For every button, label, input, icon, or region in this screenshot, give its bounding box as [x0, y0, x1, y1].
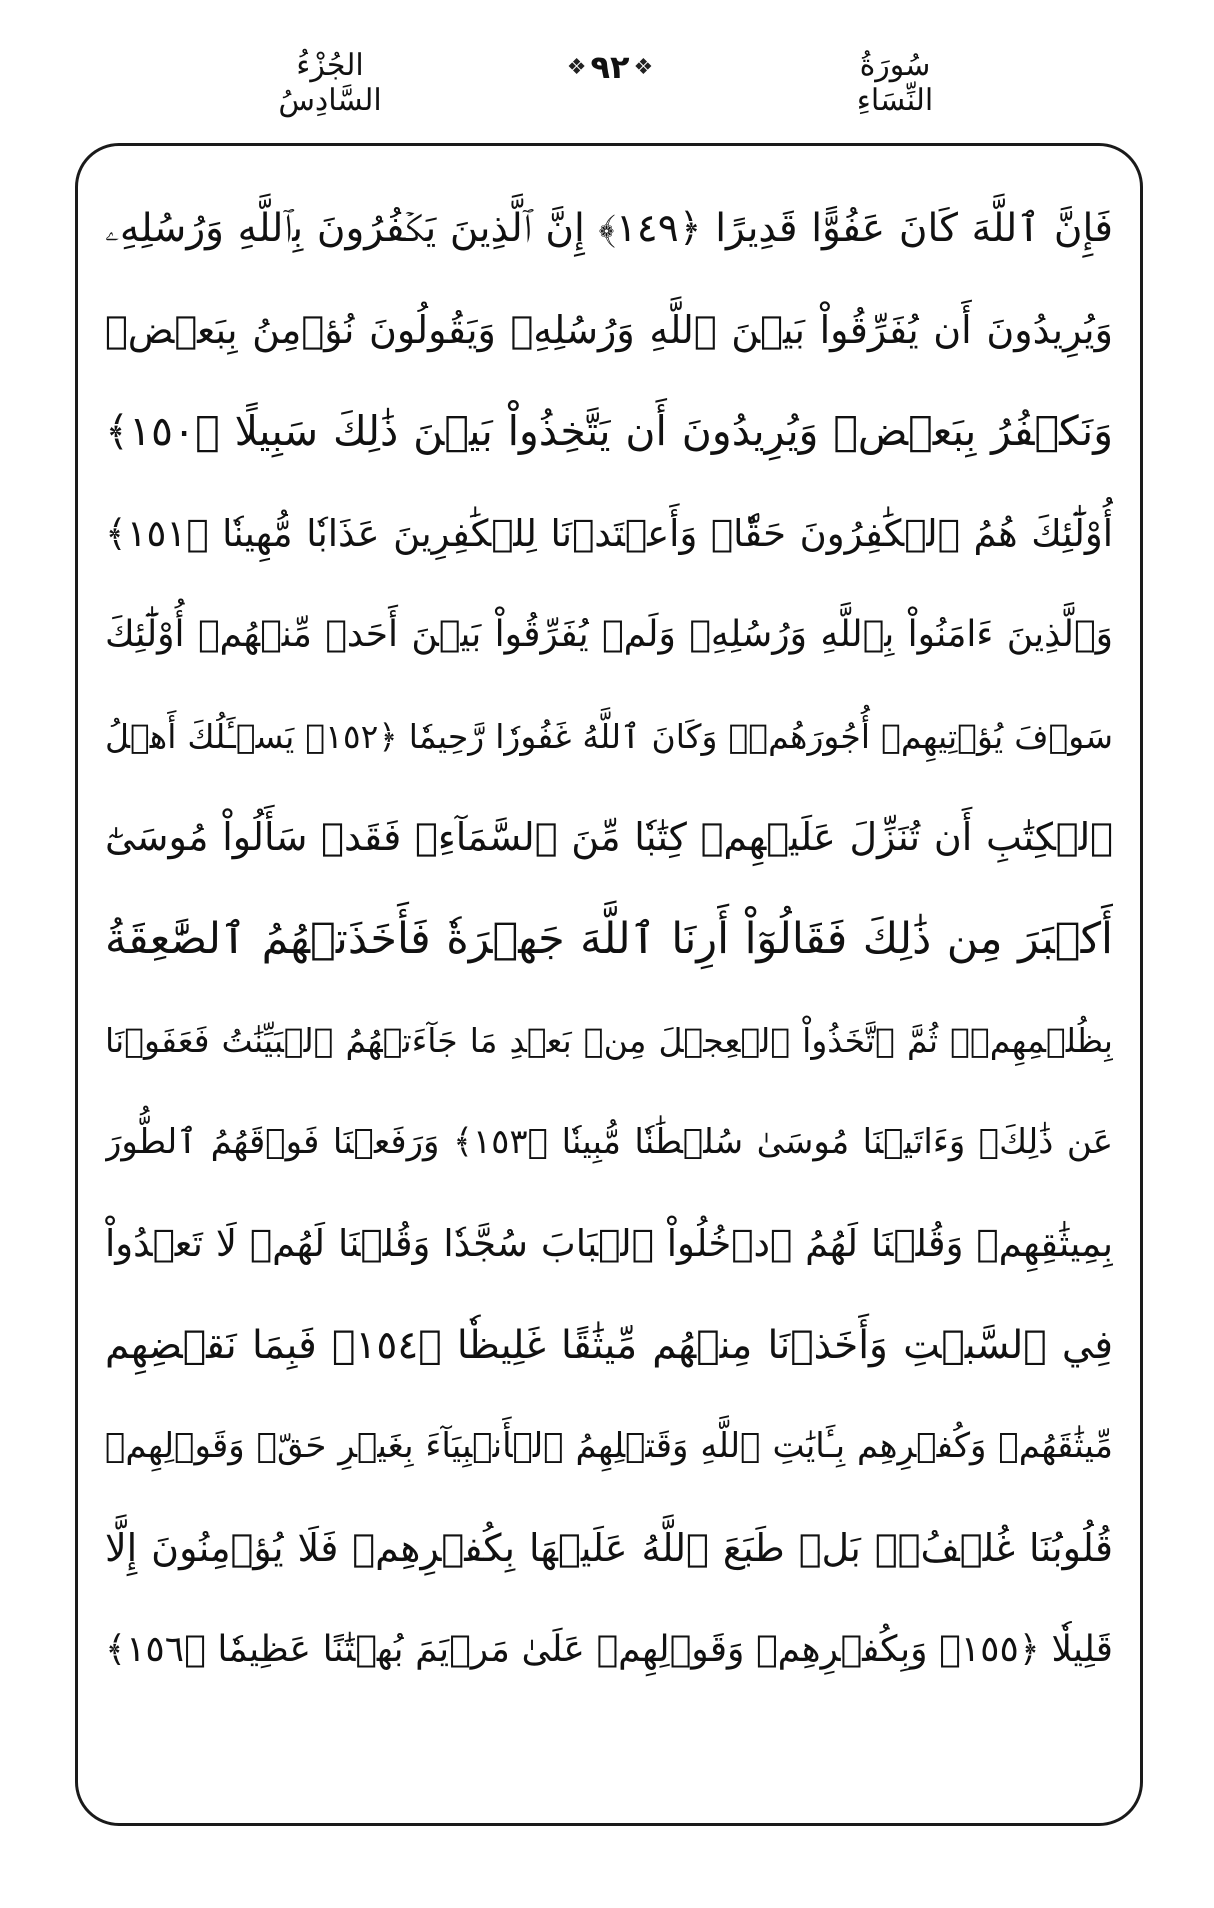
- text-line-12: فِي ٱلسَّبۡتِ وَأَخَذۡنَا مِنۡهُم مِّيثَٰقًا غَلِيظٗا ﴿١٥٤﴾ فَبِمَا نَقۡضِهِم: [105, 1322, 1113, 1368]
- text-line-1: فَإِنَّ ٱللَّهَ كَانَ عَفُوًّا قَدِيرًا ﴿١٤٩﴾ إِنَّ ٱلَّذِينَ يَكۡفُرُونَ بِٱللَّهِ وَرُسُلِهِۦ: [105, 206, 1113, 251]
- text-line-4: أُوْلَٰٓئِكَ هُمُ ٱلۡكَٰفِرُونَ حَقّٗاۚ وَأَعۡتَدۡنَا لِلۡكَٰفِرِينَ عَذَابٗا مُّهِينٗا ﴿١٥١﴾: [105, 511, 1113, 555]
- text-line-10: عَن ذَٰلِكَۚ وَءَاتَيۡنَا مُوسَىٰ سُلۡطَٰنٗا مُّبِينٗا ﴿١٥٣﴾ وَرَفَعۡنَا فَوۡقَهُمُ ٱلطُّورَ: [105, 1121, 1113, 1162]
- text-line-15: قَلِيلٗا ﴿١٥٥﴾ وَبِكُفۡرِهِمۡ وَقَوۡلِهِمۡ عَلَىٰ مَرۡيَمَ بُهۡتَٰنًا عَظِيمٗا ﴿١٥٦﴾: [105, 1629, 1113, 1670]
- text-line-11: بِمِيثَٰقِهِمۡ وَقُلۡنَا لَهُمُ ٱدۡخُلُواْ ٱلۡبَابَ سُجَّدٗا وَقُلۡنَا لَهُمۡ لَا تَعۡدُواْ: [105, 1222, 1113, 1265]
- page-header: [0, 40, 1214, 118]
- juz-name: الجُزْءُ السَّادِسُ: [278, 48, 382, 118]
- text-line-2: وَيُرِيدُونَ أَن يُفَرِّقُواْ بَيۡنَ ٱللَّهِ وَرُسُلِهِۦ وَيَقُولُونَ نُؤۡمِنُ بِبَعۡضٖ: [105, 307, 1113, 352]
- page-number-badge: [540, 44, 680, 90]
- ornament-right-icon: ❖: [633, 54, 654, 80]
- text-line-8: أَكۡبَرَ مِن ذَٰلِكَ فَقَالُوٓاْ أَرِنَا ٱللَّهَ جَهۡرَةٗ فَأَخَذَتۡهُمُ ٱلصَّٰعِقَةُ: [105, 913, 1113, 964]
- page-number: ٩٢: [590, 48, 630, 86]
- text-line-7: ٱلۡكِتَٰبِ أَن تُنَزِّلَ عَلَيۡهِمۡ كِتَٰبٗا مِّنَ ٱلسَّمَآءِۚ فَقَدۡ سَأَلُواْ مُوسَىٰٓ: [105, 815, 1113, 859]
- text-line-5: وَٱلَّذِينَ ءَامَنُواْ بِٱللَّهِ وَرُسُلِهِۦ وَلَمۡ يُفَرِّقُواْ بَيۡنَ أَحَدٖ مِّنۡهُمۡ أُوْلَٰٓئِكَ: [105, 614, 1113, 655]
- text-line-9: بِظُلۡمِهِمۡۚ ثُمَّ ٱتَّخَذُواْ ٱلۡعِجۡلَ مِنۢ بَعۡدِ مَا جَآءَتۡهُمُ ٱلۡبَيِّنَٰتُ فَعَفَوۡنَا: [105, 1021, 1113, 1060]
- text-line-6: سَوۡفَ يُؤۡتِيهِمۡ أُجُورَهُمۡۗ وَكَانَ ٱللَّهُ غَفُورٗا رَّحِيمٗا ﴿١٥٢﴾ يَسۡـَٔلُكَ أَهۡلُ: [105, 716, 1113, 756]
- ornament-left-icon: ❖: [566, 54, 587, 80]
- quran-text-block: [105, 178, 1113, 1701]
- surah-name: سُورَةُ النِّسَاءِ: [856, 48, 934, 118]
- text-line-3: وَنَكۡفُرُ بِبَعۡضٖ وَيُرِيدُونَ أَن يَتَّخِذُواْ بَيۡنَ ذَٰلِكَ سَبِيلًا ﴿١٥٠﴾: [105, 407, 1113, 455]
- text-line-13: مِّيثَٰقَهُمۡ وَكُفۡرِهِم بِـَٔايَٰتِ ٱللَّهِ وَقَتۡلِهِمُ ٱلۡأَنۢبِيَآءَ بِغَيۡرِ حَقّٖ وَقَوۡلِهِمۡ: [105, 1426, 1113, 1466]
- text-line-14: قُلُوبُنَا غُلۡفُۢۚ بَلۡ طَبَعَ ٱللَّهُ عَلَيۡهَا بِكُفۡرِهِمۡ فَلَا يُؤۡمِنُونَ إِلَّا: [105, 1525, 1113, 1570]
